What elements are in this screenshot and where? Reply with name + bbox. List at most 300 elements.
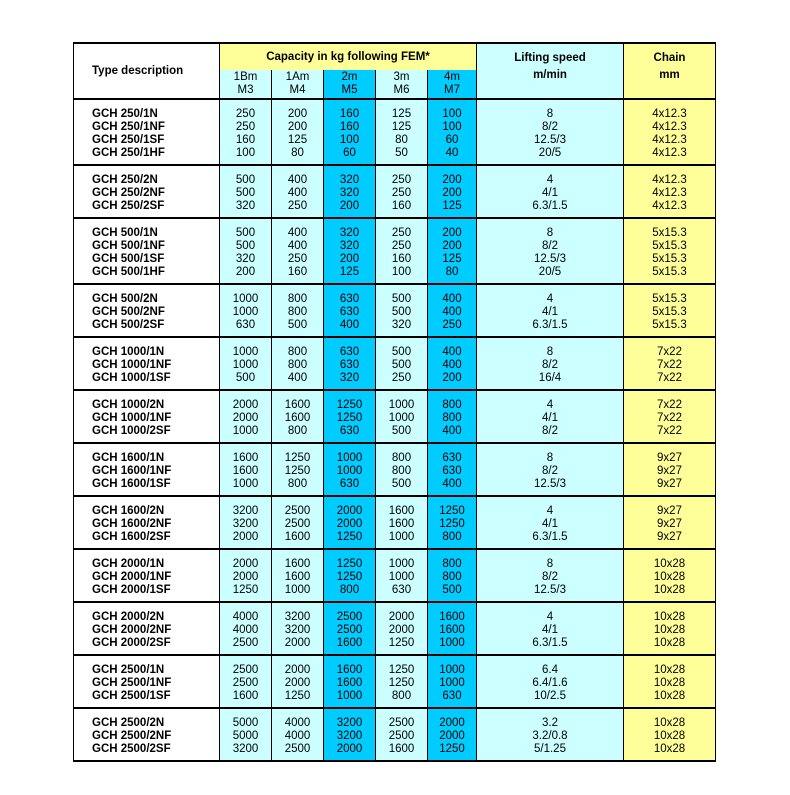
capacity-m7-cell [428, 284, 477, 337]
chain-size-value: 5x15.3 [652, 240, 687, 252]
capacity-value: 320 [235, 253, 256, 265]
type-cell [74, 655, 220, 708]
capacity-value: 2000 [232, 399, 259, 411]
capacity-value: 1000 [388, 399, 415, 411]
capacity-value: 1250 [388, 637, 415, 649]
lifting-speed-value: 8/2 [542, 121, 558, 133]
model-type: GCH 500/2N [92, 293, 158, 305]
model-type: GCH 250/1N [92, 108, 158, 120]
capacity-value: 200 [442, 227, 462, 239]
lifting-speed-value: 8/2 [542, 571, 558, 583]
lifting-speed-value: 8/2 [542, 425, 558, 437]
model-type: GCH 1600/2N [92, 505, 165, 517]
model-type: GCH 1000/1N [92, 346, 165, 358]
class-header-4 [376, 70, 428, 99]
capacity-value: 2000 [336, 743, 363, 755]
capacity-value: 60 [343, 147, 356, 159]
capacity-m3-cell [220, 549, 272, 602]
capacity-value: 2000 [232, 531, 259, 543]
capacity-header: Capacity in kg following FEM* [220, 43, 477, 70]
capacity-m6-cell [376, 165, 428, 218]
lifting-speed-value: 8 [546, 346, 554, 358]
capacity-value: 100 [235, 147, 256, 159]
capacity-m4-cell [272, 218, 324, 284]
capacity-value: 250 [391, 174, 412, 186]
type-cell [74, 390, 220, 443]
capacity-value: 2500 [388, 717, 415, 729]
lifting-speed-value: 5/1.25 [534, 743, 566, 755]
capacity-value: 1250 [336, 558, 363, 570]
capacity-value: 1600 [388, 518, 415, 530]
capacity-value: 1600 [284, 399, 311, 411]
capacity-value: 1000 [439, 637, 465, 649]
capacity-value: 1250 [232, 584, 259, 596]
capacity-m5-cell [324, 218, 376, 284]
capacity-m7-cell [428, 99, 477, 165]
capacity-value: 200 [442, 372, 462, 384]
capacity-m7-cell [428, 655, 477, 708]
type-cell [74, 218, 220, 284]
capacity-value: 250 [391, 187, 412, 199]
capacity-value: 1250 [284, 690, 311, 702]
lifting-speed-value: 8/2 [542, 359, 558, 371]
lifting-speed-value: 12.5/3 [534, 253, 566, 265]
capacity-value: 2000 [388, 611, 415, 623]
chain-size-value: 4x12.3 [652, 108, 687, 120]
model-type: GCH 2000/1NF [92, 571, 172, 583]
chain-size-value: 4x12.3 [652, 147, 687, 159]
chain-size-value: 7x22 [657, 346, 682, 358]
model-type: GCH 2500/1NF [92, 677, 172, 689]
capacity-value: 400 [339, 319, 360, 331]
capacity-value: 630 [339, 293, 360, 305]
capacity-value: 400 [442, 478, 462, 490]
lifting-speed-value: 6.4 [542, 664, 558, 676]
capacity-m7-cell [428, 218, 477, 284]
type-cell [74, 496, 220, 549]
capacity-value: 125 [442, 200, 462, 212]
capacity-value: 500 [391, 478, 412, 490]
class-header-5 [428, 70, 477, 99]
model-type: GCH 250/1SF [92, 134, 165, 146]
lifting-speed-value: 6.4/1.6 [532, 677, 568, 689]
spec-table [73, 42, 716, 762]
model-type: GCH 500/1HF [92, 266, 165, 278]
capacity-value: 1000 [388, 531, 415, 543]
chain-cell [624, 655, 716, 708]
lifting-speed-value: 12.5/3 [534, 584, 566, 596]
capacity-value: 2500 [336, 624, 363, 636]
lifting-speed-value: 8/2 [542, 465, 558, 477]
capacity-value: 800 [442, 571, 462, 583]
lifting-speed-value: 4/1 [542, 624, 558, 636]
model-type: GCH 250/1HF [92, 147, 165, 159]
capacity-value: 2000 [284, 664, 311, 676]
model-group [74, 443, 716, 496]
capacity-value: 2500 [284, 518, 311, 530]
model-type: GCH 1600/2SF [92, 531, 171, 543]
lifting-speed-value: 8 [546, 227, 554, 239]
capacity-value: 320 [391, 319, 412, 331]
capacity-m7-cell [428, 496, 477, 549]
capacity-value: 1600 [284, 412, 311, 424]
capacity-value: 3200 [232, 518, 259, 530]
capacity-m6-cell [376, 390, 428, 443]
chain-size-value: 7x22 [657, 425, 682, 437]
capacity-m5-cell [324, 99, 376, 165]
capacity-value: 2500 [336, 611, 363, 623]
model-type: GCH 1000/2N [92, 399, 165, 411]
chain-size-value: 9x27 [657, 452, 682, 464]
capacity-value: 500 [442, 584, 462, 596]
capacity-m3-cell [220, 165, 272, 218]
type-cell [74, 549, 220, 602]
lifting-speed-value: 6.3/1.5 [532, 637, 568, 649]
type-cell [74, 165, 220, 218]
capacity-value: 800 [287, 359, 308, 371]
model-type: GCH 2500/2NF [92, 730, 172, 742]
model-group [74, 390, 716, 443]
capacity-value: 160 [287, 266, 308, 278]
capacity-value: 1600 [336, 664, 363, 676]
model-type: GCH 1600/1N [92, 452, 165, 464]
model-group [74, 655, 716, 708]
model-type: GCH 500/1SF [92, 253, 165, 265]
capacity-m5-cell [324, 708, 376, 761]
chain-size-value: 9x27 [657, 505, 682, 517]
lifting-speed-value: 4 [546, 399, 554, 411]
capacity-value: 3200 [336, 717, 363, 729]
lifting-speed-value: 4/1 [542, 412, 558, 424]
class-5-fem: 4m [444, 71, 460, 83]
capacity-value: 1250 [388, 677, 415, 689]
capacity-value: 4000 [284, 717, 311, 729]
chain-size-value: 9x27 [657, 465, 682, 477]
lifting-speed-value: 6.3/1.5 [532, 319, 568, 331]
lifting-speed-value: 6.3/1.5 [532, 200, 568, 212]
lifting-speed-value: 8 [546, 558, 554, 570]
chain-size-value: 5x15.3 [652, 266, 687, 278]
chain-size-value: 9x27 [657, 518, 682, 530]
lifting-speed-value: 4/1 [542, 518, 558, 530]
capacity-value: 1600 [336, 637, 363, 649]
capacity-value: 200 [339, 200, 360, 212]
capacity-m7-cell [428, 443, 477, 496]
lifting-speed-value: 4 [546, 505, 554, 517]
chain-cell [624, 284, 716, 337]
lifting-speed-value: 10/2.5 [534, 690, 566, 702]
model-group [74, 337, 716, 390]
model-type: GCH 1600/1NF [92, 465, 172, 477]
capacity-value: 2000 [388, 624, 415, 636]
speed-cell [477, 165, 624, 218]
capacity-value: 630 [442, 452, 462, 464]
capacity-value: 400 [287, 227, 308, 239]
capacity-value: 1250 [439, 743, 465, 755]
model-type: GCH 1000/1NF [92, 359, 172, 371]
chain-size-value: 9x27 [657, 531, 682, 543]
capacity-value: 1000 [336, 465, 363, 477]
capacity-value: 500 [235, 187, 256, 199]
chain-cell [624, 390, 716, 443]
capacity-m5-cell [324, 337, 376, 390]
capacity-value: 1000 [232, 478, 259, 490]
class-1-iso: M3 [237, 84, 254, 96]
type-cell [74, 708, 220, 761]
class-4-iso: M6 [393, 84, 410, 96]
lifting-speed-value: 4 [546, 174, 554, 186]
capacity-m6-cell [376, 337, 428, 390]
capacity-m6-cell [376, 708, 428, 761]
capacity-m5-cell [324, 165, 376, 218]
chain-size-value: 5x15.3 [652, 227, 687, 239]
capacity-value: 2000 [336, 505, 363, 517]
chain-size-value: 10x28 [653, 730, 686, 742]
model-type: GCH 500/2NF [92, 306, 165, 318]
speed-cell [477, 218, 624, 284]
chain-cell [624, 708, 716, 761]
capacity-value: 1000 [336, 452, 363, 464]
chain-size-value: 4x12.3 [652, 200, 687, 212]
capacity-value: 400 [287, 174, 308, 186]
model-type: GCH 2000/2NF [92, 624, 172, 636]
model-type: GCH 500/1N [92, 227, 158, 239]
capacity-value: 630 [391, 584, 412, 596]
capacity-m6-cell [376, 218, 428, 284]
capacity-value: 320 [339, 187, 360, 199]
capacity-m3-cell [220, 99, 272, 165]
capacity-m4-cell [272, 549, 324, 602]
chain-size-value: 5x15.3 [652, 253, 687, 265]
capacity-m5-cell [324, 602, 376, 655]
capacity-value: 400 [442, 306, 462, 318]
class-2-fem: 1Am [285, 71, 310, 83]
capacity-value: 1250 [336, 531, 363, 543]
capacity-value: 200 [287, 121, 308, 133]
capacity-m6-cell [376, 284, 428, 337]
capacity-value: 400 [287, 240, 308, 252]
capacity-value: 1250 [336, 412, 363, 424]
capacity-value: 800 [391, 690, 412, 702]
lifting-speed-value: 6.3/1.5 [532, 531, 568, 543]
capacity-value: 100 [442, 121, 462, 133]
capacity-value: 500 [391, 293, 412, 305]
type-cell [74, 337, 220, 390]
speed-cell [477, 655, 624, 708]
capacity-value: 630 [442, 465, 462, 477]
chain-size-value: 7x22 [657, 359, 682, 371]
chain-size-value: 4x12.3 [652, 134, 687, 146]
capacity-value: 2000 [439, 717, 465, 729]
capacity-value: 1000 [232, 425, 259, 437]
capacity-value: 1250 [336, 571, 363, 583]
model-group [74, 602, 716, 655]
capacity-value: 500 [235, 227, 256, 239]
model-type: GCH 2000/2SF [92, 637, 171, 649]
chain-header [624, 43, 716, 99]
speed-cell [477, 602, 624, 655]
chain-header-unit: mm [659, 69, 680, 81]
capacity-value: 800 [339, 584, 360, 596]
capacity-m5-cell [324, 496, 376, 549]
class-3-iso: M5 [341, 84, 358, 96]
speed-cell [477, 443, 624, 496]
capacity-value: 1250 [439, 518, 465, 530]
capacity-value: 500 [287, 319, 308, 331]
capacity-value: 630 [339, 478, 360, 490]
lifting-speed-value: 8 [546, 452, 554, 464]
capacity-value: 500 [235, 240, 256, 252]
chain-size-value: 7x22 [657, 399, 682, 411]
capacity-m4-cell [272, 337, 324, 390]
lifting-speed-value: 3.2/0.8 [532, 730, 568, 742]
lifting-speed-value: 16/4 [538, 372, 562, 384]
capacity-value: 1250 [284, 452, 311, 464]
capacity-value: 630 [339, 359, 360, 371]
chain-cell [624, 165, 716, 218]
capacity-value: 1000 [439, 677, 465, 689]
speed-cell [477, 549, 624, 602]
capacity-value: 320 [235, 200, 256, 212]
capacity-value: 500 [391, 425, 412, 437]
chain-size-value: 10x28 [653, 717, 686, 729]
capacity-m4-cell [272, 443, 324, 496]
model-type: GCH 2000/1SF [92, 584, 171, 596]
chain-size-value: 4x12.3 [652, 121, 687, 133]
model-type: GCH 2000/1N [92, 558, 165, 570]
capacity-value: 80 [291, 147, 304, 159]
capacity-m3-cell [220, 708, 272, 761]
model-type: GCH 2000/2N [92, 611, 165, 623]
model-type: GCH 1000/1NF [92, 412, 172, 424]
capacity-m7-cell [428, 549, 477, 602]
lifting-speed-value: 20/5 [538, 147, 562, 159]
capacity-value: 1600 [439, 611, 465, 623]
capacity-value: 1250 [439, 505, 465, 517]
lifting-speed-value: 8/2 [542, 240, 558, 252]
chain-cell [624, 337, 716, 390]
capacity-m6-cell [376, 443, 428, 496]
capacity-value: 500 [391, 359, 412, 371]
lifting-speed-value: 8 [546, 108, 554, 120]
model-type: GCH 500/2SF [92, 319, 165, 331]
capacity-value: 500 [235, 174, 256, 186]
class-3-fem: 2m [341, 71, 358, 83]
capacity-value: 800 [287, 346, 308, 358]
capacity-value: 3200 [232, 505, 259, 517]
chain-size-value: 5x15.3 [652, 319, 687, 331]
capacity-value: 5000 [232, 730, 259, 742]
capacity-m3-cell [220, 390, 272, 443]
capacity-m5-cell [324, 443, 376, 496]
capacity-value: 100 [442, 108, 462, 120]
capacity-value: 1600 [232, 452, 259, 464]
capacity-value: 800 [287, 306, 308, 318]
capacity-value: 1600 [284, 558, 311, 570]
capacity-value: 400 [442, 425, 462, 437]
capacity-value: 1000 [232, 359, 259, 371]
class-header-3 [324, 70, 376, 99]
capacity-value: 125 [391, 121, 412, 133]
capacity-m5-cell [324, 390, 376, 443]
lifting-speed-value: 12.5/3 [534, 134, 566, 146]
class-header-2 [272, 70, 324, 99]
capacity-m7-cell [428, 337, 477, 390]
chain-size-value: 10x28 [653, 664, 686, 676]
capacity-value: 320 [339, 372, 360, 384]
capacity-value: 2500 [232, 637, 259, 649]
lifting-speed-value: 4/1 [542, 306, 558, 318]
speed-cell [477, 496, 624, 549]
capacity-value: 1600 [336, 677, 363, 689]
class-4-fem: 3m [393, 71, 410, 83]
type-cell [74, 99, 220, 165]
model-type: GCH 500/1NF [92, 240, 165, 252]
speed-cell [477, 284, 624, 337]
capacity-value: 250 [235, 121, 256, 133]
model-type: GCH 1000/1SF [92, 372, 171, 384]
capacity-value: 200 [442, 240, 462, 252]
capacity-value: 80 [395, 134, 408, 146]
capacity-value: 500 [235, 372, 256, 384]
capacity-value: 1000 [232, 306, 259, 318]
capacity-value: 2000 [336, 518, 363, 530]
capacity-value: 400 [442, 359, 462, 371]
model-group [74, 99, 716, 165]
chain-size-value: 10x28 [653, 690, 686, 702]
capacity-value: 2000 [232, 412, 259, 424]
model-type: GCH 1600/1SF [92, 478, 171, 490]
capacity-value: 2000 [232, 558, 259, 570]
capacity-value: 1250 [388, 664, 415, 676]
model-type: GCH 250/2NF [92, 187, 165, 199]
capacity-value: 630 [442, 690, 462, 702]
header-row-top [74, 43, 716, 70]
capacity-value: 1000 [388, 412, 415, 424]
capacity-m7-cell [428, 390, 477, 443]
capacity-value: 500 [391, 346, 412, 358]
class-5-iso: M7 [444, 84, 460, 96]
capacity-value: 800 [287, 293, 308, 305]
capacity-value: 250 [442, 319, 462, 331]
speed-header-unit: m/min [533, 69, 567, 81]
capacity-m6-cell [376, 655, 428, 708]
capacity-m4-cell [272, 655, 324, 708]
chain-size-value: 4x12.3 [652, 174, 687, 186]
chain-size-value: 10x28 [653, 584, 686, 596]
chain-cell [624, 602, 716, 655]
chain-size-value: 10x28 [653, 558, 686, 570]
capacity-value: 1000 [439, 664, 465, 676]
chain-size-value: 4x12.3 [652, 187, 687, 199]
chain-cell [624, 443, 716, 496]
chain-size-value: 10x28 [653, 743, 686, 755]
capacity-value: 1000 [388, 571, 415, 583]
model-type: GCH 2500/2SF [92, 743, 171, 755]
capacity-value: 60 [445, 134, 459, 146]
lifting-speed-value: 4 [546, 611, 554, 623]
chain-size-value: 5x15.3 [652, 293, 687, 305]
capacity-value: 1600 [284, 531, 311, 543]
capacity-value: 200 [287, 108, 308, 120]
capacity-m3-cell [220, 655, 272, 708]
capacity-value: 1600 [232, 465, 259, 477]
capacity-value: 2500 [284, 505, 311, 517]
capacity-value: 125 [391, 108, 412, 120]
capacity-m3-cell [220, 496, 272, 549]
capacity-value: 1000 [336, 690, 363, 702]
capacity-value: 2500 [232, 664, 259, 676]
